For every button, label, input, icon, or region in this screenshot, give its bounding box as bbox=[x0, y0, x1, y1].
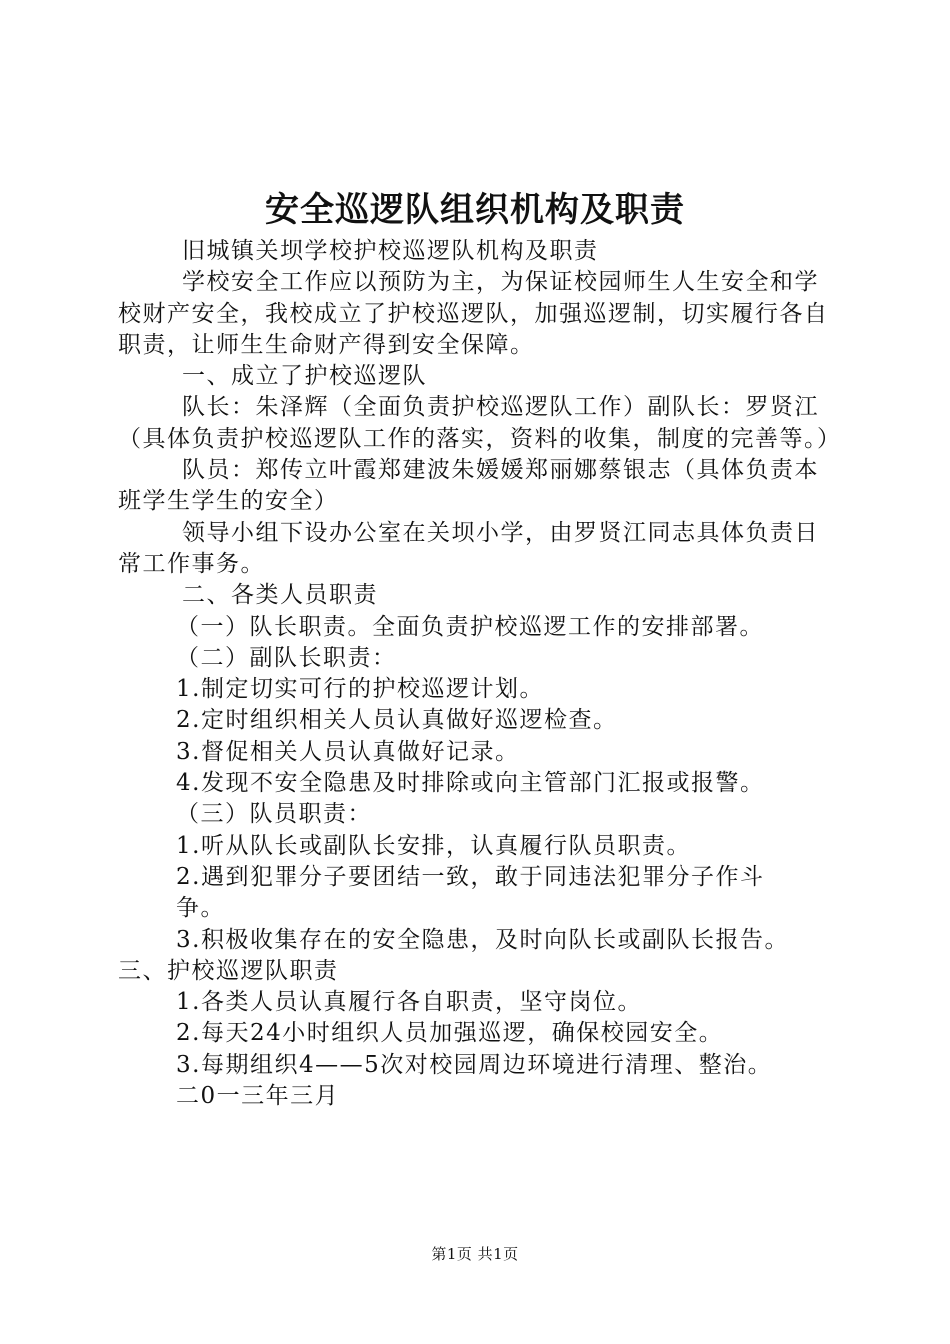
section-heading-3: 三、护校巡逻队职责 bbox=[118, 957, 339, 984]
section-heading-2: 二、各类人员职责 bbox=[182, 582, 378, 609]
paragraph-intro: 学校安全工作应以预防为主，为保证校园师生人生安全和学校财产安全，我校成立了护校巡逻队，加强巡逻制，切实履行各自职责，让师生生命财产得到安全保障。 bbox=[118, 269, 829, 358]
document-body bbox=[118, 236, 842, 1112]
list-item: 1.制定切实可行的护校巡逻计划。 bbox=[176, 676, 544, 703]
list-item: 4.发现不安全隐患及时排除或向主管部门汇报或报警。 bbox=[176, 770, 765, 797]
list-item: 2.定时组织相关人员认真做好巡逻检查。 bbox=[176, 707, 618, 734]
document-title: 安全巡逻队组织机构及职责 bbox=[265, 190, 685, 230]
subsection-captain-duty: （一）队长职责。全面负责护校巡逻工作的安排部署。 bbox=[176, 613, 764, 640]
list-item: 2.遇到犯罪分子要团结一致，敢于同违法犯罪分子作斗争。 bbox=[176, 863, 765, 922]
section-heading-1: 一、成立了护校巡逻队 bbox=[182, 363, 427, 390]
list-item: 3.积极收集存在的安全隐患，及时向队长或副队长报告。 bbox=[176, 926, 789, 953]
list-item: 1.各类人员认真履行各自职责，坚守岗位。 bbox=[176, 989, 642, 1016]
list-item: 2.每天24小时组织人员加强巡逻，确保校园安全。 bbox=[176, 1020, 724, 1047]
paragraph-members: 队员：郑传立叶霞郑建波朱媛媛郑丽娜蔡银志（具体负责本班学生学生的安全） bbox=[118, 457, 819, 515]
list-item: 3.督促相关人员认真做好记录。 bbox=[176, 738, 520, 765]
paragraph-leaders: 队长：朱泽辉（全面负责护校巡逻队工作）副队长：罗贤江（具体负责护校巡逻队工作的落实，资料的收集，制度的完善等。） bbox=[118, 394, 842, 452]
page-footer: 第1页 共1页 bbox=[431, 1245, 519, 1263]
list-item: 3.每期组织4——5次对校园周边环境进行清理、整治。 bbox=[176, 1051, 773, 1078]
paragraph-office: 领导小组下设办公室在关坝小学，由罗贤江同志具体负责日常工作事务。 bbox=[118, 519, 819, 577]
document-date: 二0一三年三月 bbox=[176, 1083, 340, 1110]
paragraph-heading-org: 旧城镇关坝学校护校巡逻队机构及职责 bbox=[182, 238, 599, 264]
list-item: 1.听从队长或副队长安排，认真履行队员职责。 bbox=[176, 832, 691, 859]
subsection-vice-captain-duty: （二）副队长职责： bbox=[176, 644, 397, 671]
subsection-member-duty: （三）队员职责： bbox=[176, 801, 372, 828]
